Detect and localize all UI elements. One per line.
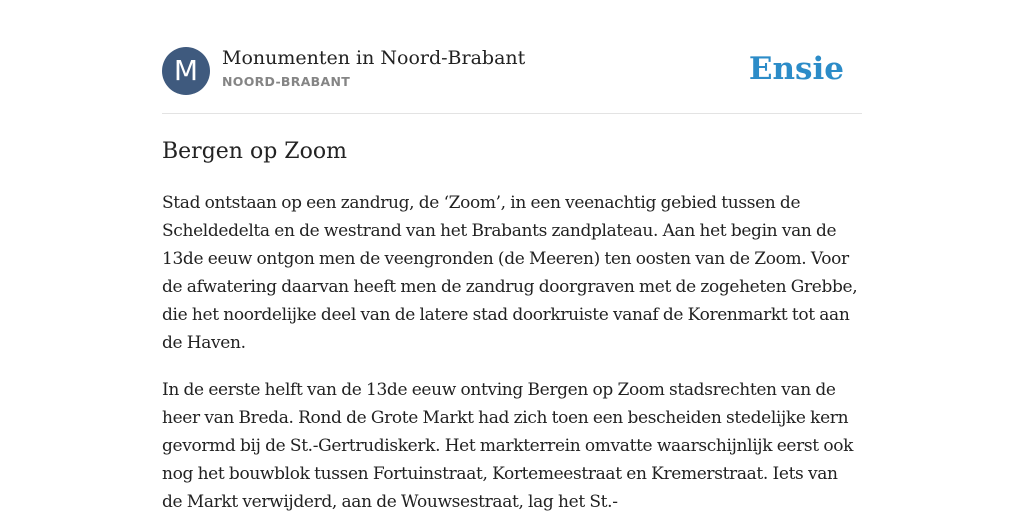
source-subtitle: NOORD-BRABANT	[222, 74, 351, 89]
article-paragraph-2: In de eerste helft van de 13de eeuw ontving Bergen op Zoom stadsrechten van de heer van Breda. Rond de Grote Markt had zich toen een bescheiden stedelijke kern gevormd bij de St.-Gertrudiskerk. Het markterrein omvatte waarschijnlijk eerst ook nog het bouwblok tussen Fortuinstraat, Kortemeestraat en Kremerstraat. Iets van de Markt verwijderd, aan de Wouwsestraat, lag het St.-	[162, 380, 854, 512]
brand-logo[interactable]: Ensie	[748, 51, 844, 87]
source-info	[222, 46, 525, 90]
article	[162, 134, 862, 512]
article-paragraph-1: Stad ontstaan op een zandrug, de ‘Zoom’, in een veenachtig gebied tussen de Scheldedelta en de westrand van het Brabants zandplateau. Aan het begin van de 13de eeuw ontgon men de veengronden (de Meeren) ten oosten van de Zoom. Voor de afwatering daarvan heeft men de zandrug doorgraven met de zogeheten Grebbe, die het noordelijke deel van de latere stad doorkruiste vanaf de Korenmarkt tot aan de Haven.	[162, 193, 858, 353]
header-divider	[162, 113, 862, 114]
header	[162, 46, 862, 96]
article-title: Bergen op Zoom	[162, 139, 347, 164]
source-title-link[interactable]: Monumenten in Noord-Brabant	[222, 47, 526, 69]
avatar[interactable]: M	[162, 47, 210, 95]
